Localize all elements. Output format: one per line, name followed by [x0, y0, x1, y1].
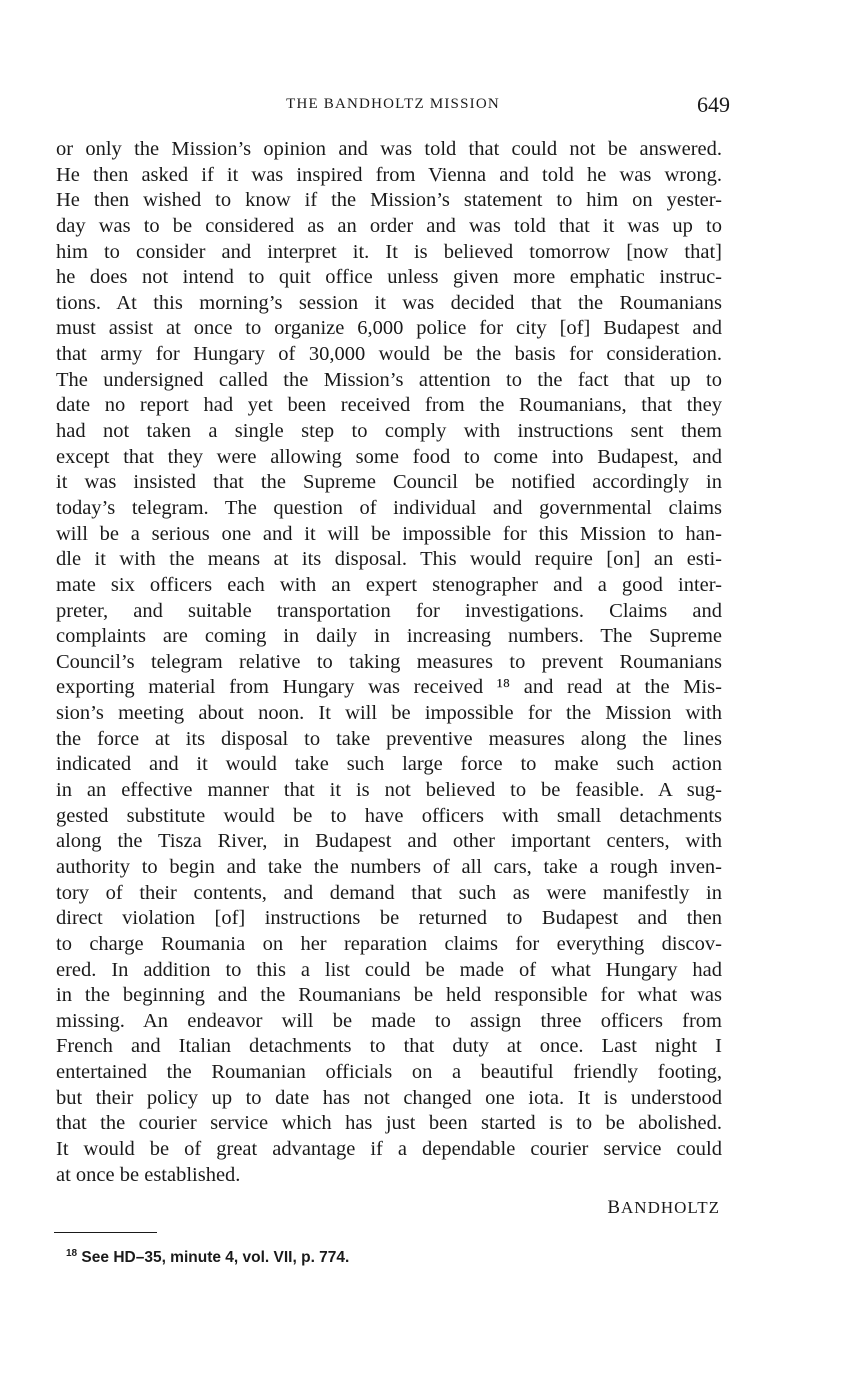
text-line: date no report had yet been received from the Roumanians, that they [56, 394, 722, 417]
text-line: Council’s telegram relative to taking measures to prevent Roumanians [56, 650, 722, 673]
text-line: or only the Mission’s opinion and was told that could not be answered. [56, 138, 722, 160]
text-line: it was insisted that the Supreme Council be notified accordingly in [56, 471, 722, 494]
text-line: indicated and it would take such large force to make such action [56, 753, 722, 776]
text-line: preter, and suitable transportation for investigations. Claims and [56, 599, 722, 622]
text-line: sion’s meeting about noon. It will be impossible for the Mission with [56, 702, 722, 725]
text-line: dle it with the means at its disposal. This would require [on] an esti- [56, 548, 722, 571]
text-line: The undersigned called the Mission’s attention to the fact that up to [56, 368, 722, 391]
text-line: day was to be considered as an order and was told that it was up to [56, 214, 722, 237]
text-line: to charge Roumania on her reparation claims for everything discov- [56, 932, 722, 955]
text-line: He then wished to know if the Mission’s statement to him on yester- [56, 189, 722, 212]
text-line: He then asked if it was inspired from Vienna and told he was wrong. [56, 163, 722, 186]
signature [607, 1197, 720, 1219]
text-line: direct violation [of] instructions be returned to Budapest and then [56, 907, 722, 930]
text-line: tions. At this morning’s session it was decided that the Roumanians [56, 291, 722, 314]
text-line: gested substitute would be to have officers with small detachments [56, 804, 722, 827]
text-line: exporting material from Hungary was received ¹⁸ and read at the Mis- [56, 676, 722, 699]
text-line: will be a serious one and it will be impossible for this Mission to han- [56, 522, 722, 545]
running-title: THE BANDHOLTZ MISSION [286, 96, 500, 112]
signature-initial: B [607, 1197, 622, 1218]
text-line: ered. In addition to this a list could be made of what Hungary had [56, 958, 722, 981]
page-number: 649 [697, 92, 730, 117]
text-line: he does not intend to quit office unless given more emphatic instruc- [56, 266, 722, 289]
text-line: French and Italian detachments to that duty at once. Last night I [56, 1035, 722, 1058]
footnote [66, 1248, 349, 1267]
text-line: that army for Hungary of 30,000 would be the basis for consideration. [56, 343, 722, 366]
signature-rest: ANDHOLTZ [621, 1198, 720, 1217]
text-line: in the beginning and the Roumanians be held responsible for what was [56, 984, 722, 1007]
text-line: mate six officers each with an expert stenographer and a good inter- [56, 573, 722, 596]
text-line: at once be established. [56, 1163, 241, 1186]
footnote-mark: 18 [66, 1248, 78, 1259]
text-line: It would be of great advantage if a dependable courier service could [56, 1137, 722, 1160]
text-line: missing. An endeavor will be made to assign three officers from [56, 1009, 722, 1032]
text-line: must assist at once to organize 6,000 police for city [of] Budapest and [56, 317, 722, 340]
text-line: had not taken a single step to comply with instructions sent them [56, 420, 722, 443]
text-line: tory of their contents, and demand that such as were manifestly in [56, 881, 722, 904]
text-line: but their policy up to date has not changed one iota. It is understood [56, 1086, 722, 1109]
text-line: except that they were allowing some food to come into Budapest, and [56, 445, 722, 468]
text-line: in an effective manner that it is not believed to be feasible. A sug- [56, 779, 722, 802]
text-line: the force at its disposal to take preventive measures along the lines [56, 727, 722, 750]
text-line: that the courier service which has just been started is to be abolished. [56, 1112, 722, 1135]
text-line: authority to begin and take the numbers of all cars, take a rough inven- [56, 855, 722, 878]
footnote-text: See HD–35, minute 4, vol. VII, p. 774. [77, 1249, 350, 1267]
text-line: today’s telegram. The question of individual and governmental claims [56, 496, 722, 519]
page-header [56, 92, 730, 120]
text-line: complaints are coming in daily in increasing numbers. The Supreme [56, 625, 722, 648]
text-line: him to consider and interpret it. It is believed tomorrow [now that] [56, 240, 722, 263]
text-line: along the Tisza River, in Budapest and other important centers, with [56, 830, 722, 853]
text-line: entertained the Roumanian officials on a beautiful friendly footing, [56, 1061, 722, 1084]
body-text [56, 137, 722, 1188]
footnote-divider [54, 1232, 157, 1233]
